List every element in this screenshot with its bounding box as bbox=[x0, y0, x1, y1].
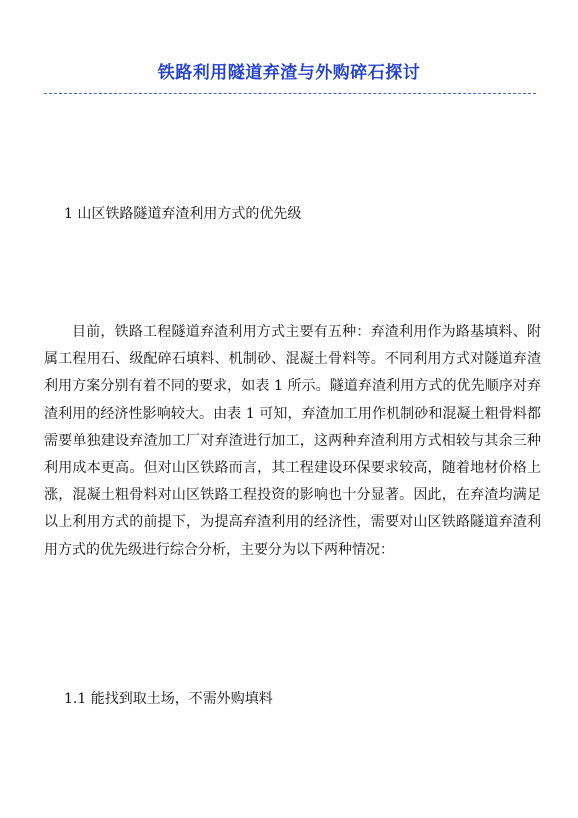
section-heading-1: 1 山区铁路隧道弃渣利用方式的优先级 bbox=[64, 206, 302, 222]
page-title: 铁路利用隧道弃渣与外购碎石探讨 bbox=[157, 63, 421, 83]
title-divider bbox=[44, 93, 536, 94]
section-heading-1-1: 1.1 能找到取土场，不需外购填料 bbox=[64, 691, 273, 707]
section-1-paragraph: 目前，铁路工程隧道弃渣利用方式主要有五种：弃渣利用作为路基填料、附属工程用石、级配碎石填料、机制砂、混凝土骨料等。不同利用方式对隧道弃渣利用方案分别有着不同的要求，如表 1 所示。隧道弃渣利用方式的优先顺序对弃渣利用的经济性影响较大。由表 1 可知，弃渣加工用作机制砂和混凝土粗骨料都需要单独建设弃渣加工厂对弃渣进行加工，这两种弃渣利用方式相较与其余三种利用成本更高。但对山区铁路而言，其工程建设环保要求较高，随着地材价格上涨，混凝土粗骨料对山区铁路工程投资的影响也十分显著。因此，在弃渣均满足以上利用方式的前提下，为提高弃渣利用的经济性，需要对山区铁路隧道弃渣利用方式的优先级进行综合分析，主要分为以下两种情况： bbox=[44, 324, 541, 558]
